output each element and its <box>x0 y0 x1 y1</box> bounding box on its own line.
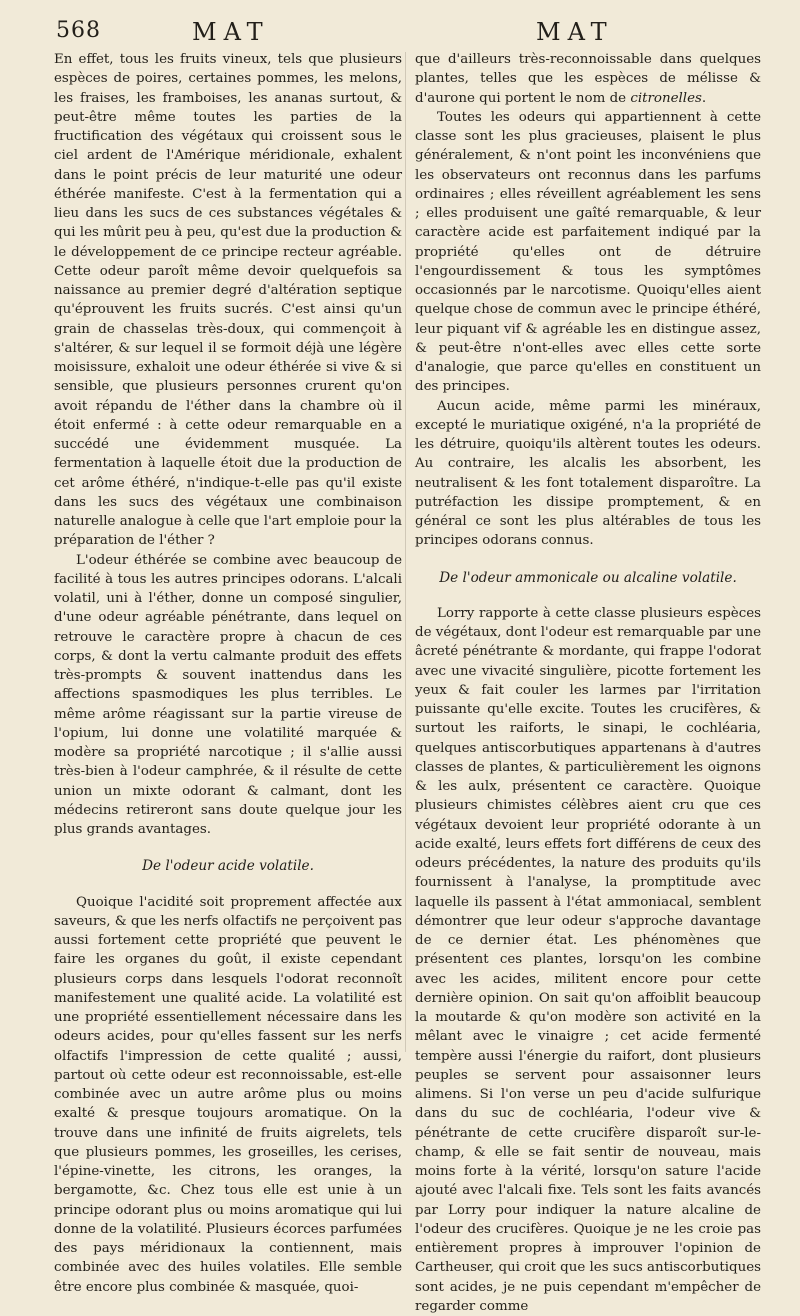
paragraph-fruits-vineux: En effet, tous les fruits vineux, tels que plusieurs espèces de poires, certaines pommes, les melons, les fraises, les framboises, les ananas surtout, & peut-être même toutes les parties de la fructification des végétaux qui croissent sous le ciel ardent de l'Amérique méridionale, exhalent dans le point précis de leur maturité une odeur éthérée manifeste. C'est à la fermentation qui a lieu dans les sucs de ces substances végétales & qui les mûrit peu à peu, qu'est due la production & le développement de ce principe recteur agréable. Cette odeur paroît même devoir quelquefois sa naissance au premier degré d'altération septique qu'éprouvent les fruits sucrés. C'est ainsi qu'un grain de chasselas très-doux, qui commençoit à s'altérer, & sur lequel il se formoit déjà une légère moisissure, exhaloit une odeur éthérée si vive & si sensible, que plusieurs personnes crurent qu'on avoit répandu de l'éther dans la chambre où il étoit enfermé : à cette odeur remarquable en a succédé une évidemment musquée. La fermentation à laquelle étoit due la production de cet arôme éthéré, n'indique-t-elle pas qu'il existe dans les sucs des végétaux une combinaison naturelle analogue à celle que l'art emploie pour la préparation de l'éther ? <box>54 52 402 549</box>
page-number: 568 <box>56 18 101 43</box>
paragraph-continuation <box>415 50 761 108</box>
right-running-head: MAT <box>536 18 614 46</box>
section-heading-ammonicale: De l'odeur ammonicale ou alcaline volatile. <box>439 569 737 586</box>
continuation-text: que d'ailleurs très-reconnoissable dans quelques plantes, telles que les espèces de mélisse & d'aurone qui portent le nom de <box>415 52 761 106</box>
paragraph-lorry: Lorry rapporte à cette classe plusieurs espèces de végétaux, dont l'odeur est remarquable par une âcreté pénétrante & mordante, qui frappe l'odorat avec une vivacité singulière, picotte fortement les yeux & fait couler les larmes par l'irritation puissante qu'elle excite. Toutes les crucifères, & surtout les raiforts, le sinapi, le cochléaria, quelques antiscorbutiques appartenans à d'autres classes de plantes, & particulièrement les oignons & les aulx, présentent ce caractère. Quoique plusieurs chimistes célèbres aient cru que ces végétaux devoient leur propriété odorante à un acide exalté, leurs effets fort différens de ceux des odeurs précédentes, la nature des produits qu'ils fournissent à l'analyse, la promptitude avec laquelle ils passent à l'état ammoniacal, semblent démontrer que leur odeur s'approche davantage de ce dernier état. Les phénomènes que présentent ces plantes, lorsqu'on les combine avec les acides, militent encore pour cette dernière opinion. On sait qu'on affoiblit beaucoup la moutarde & qu'on modère son activité en la mêlant avec le vinaigre ; cet acide fermenté tempère aussi l'énergie du raifort, dont plusieurs peuples se servent pour assaisonner leurs alimens. Si l'on verse un peu d'acide sulfurique dans du suc de cochléaria, l'odeur vive & pénétrante de cette crucifère disparoît sur-le-champ, & elle se fait sentir de nouveau, mais moins forte à la vérité, lorsqu'on sature l'acide ajouté avec l'alcali fixe. Tels sont les faits avancés par Lorry pour indiquer la nature alcaline de l'odeur des crucifères. Quoique je ne les croie pas entièrement propres à improuver l'opinion de Cartheuser, qui croit que les sucs antiscorbutiques sont acides, je ne puis cependant m'empêcher de regarder comme <box>415 605 761 1314</box>
continuation-end: . <box>701 90 707 106</box>
column-gutter <box>405 52 406 1052</box>
right-column <box>415 50 761 1314</box>
paragraph-odeurs-gracieuses: Toutes les odeurs qui appartiennent à cette classe sont les plus gracieuses, plaisent le plus généralement, & n'ont point les inconvéniens que les observateurs ont reconnus dans les parfums ordinaires ; elles réveillent agréablement les sens ; elles produisent une gaîté remarquable, & leur caractère acide est parfaitement indiqué par la propriété qu'elles ont de détruire l'engourdissement & tous les symptômes occasionnés par le narcotisme. Quoiqu'elles aient quelque chose de commun avec le principe éthéré, leur piquant vif & agréable les en distingue assez, & peut-être n'ont-elles avec elles cette sorte d'analogie, que parce qu'elles en constituent un des principes. <box>415 109 761 395</box>
paragraph-odeur-etheree: L'odeur éthérée se combine avec beaucoup de facilité à tous les autres principes odorans. L'alcali volatil, uni à l'éther, donne un composé singulier, d'une odeur agréable pénétrante, dans lequel on retrouve le caractère propre à chacun de ces corps, & dont la vertu calmante produit des effets très-prompts & souvent inattendus dans les affections spasmodiques les plus terribles. Le même arôme réagissant sur la partie vireuse de l'opium, lui donne une volatilité marquée & modère sa propriété narcotique ; il s'allie aussi très-bien à l'odeur camphrée, & il résulte de cette union un mixte odorant & calmant, dont les médecins retireront sans doute quelque jour les plus grands avantages. <box>54 552 402 837</box>
paragraph-aucun-acide: Aucun acide, même parmi les minéraux, excepté le muriatique oxigéné, n'a la propriété de les détruire, quoiqu'ils altèrent toutes les odeurs. Au contraire, les alcalis les absorbent, les neutralisent & les font totalement disparoître. La putréfaction les dissipe promptement, & en général ce sont les plus altérables de tous les principes odorans connus. <box>415 398 761 549</box>
italic-term-citronelles: citronelles <box>630 90 702 106</box>
section-heading-acide-volatile: De l'odeur acide volatile. <box>142 858 314 875</box>
paragraph-acidite: Quoique l'acidité soit proprement affectée aux saveurs, & que les nerfs olfactifs ne perçoivent pas aussi fortement cette propriété que peuvent le faire les organes du goût, il existe cependant plusieurs corps dans lesquels l'odorat reconnoît manifestement une qualité acide. La volatilité est une propriété essentiellement nécessaire dans les odeurs acides, pour qu'elles fassent sur les nerfs olfactifs l'impression de cette qualité ; aussi, partout où cette odeur est reconnoissable, est-elle combinée avec un autre arôme plus ou moins exalté & presque toujours aromatique. On la trouve dans une infinité de fruits aigrelets, tels que plusieurs pommes, les groseilles, les cerises, l'épine-vinette, les citrons, les oranges, la bergamotte, &c. Chez tous elle est unie à un principe odorant plus ou moins aromatique qui lui donne de la volatilité. Plusieurs écorces parfumées des pays méridionaux la contiennent, mais combinée avec des huiles volatiles. Elle semble être encore plus combinée & masquée, quoi- <box>54 894 402 1295</box>
left-column <box>54 50 402 1295</box>
page-header <box>48 14 762 48</box>
left-running-head: MAT <box>192 18 270 46</box>
